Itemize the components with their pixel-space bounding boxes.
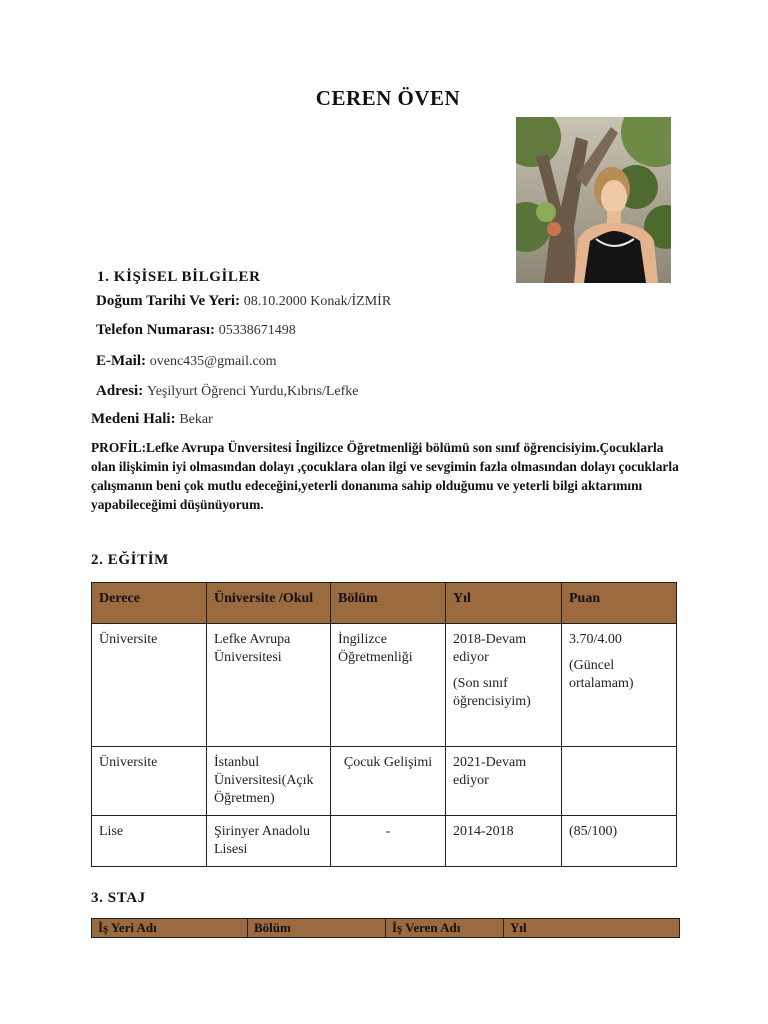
col-year-header: Yıl [446,583,562,624]
education-heading: 2. EĞİTİM [91,552,169,568]
col-year-header: Yıl [504,919,680,938]
table-row [92,747,677,816]
col-employer-header: İş Veren Adı [386,919,504,938]
cv-name: CEREN ÖVEN [315,86,461,110]
phone-value: 05338671498 [218,323,296,338]
education-table [91,582,677,867]
school-cell: Şirinyer Anadolu Lisesi [207,816,331,867]
profile-photo [516,117,671,283]
education-header-row [92,583,677,624]
birth-label: Doğum Tarihi Ve Yeri: [96,293,241,309]
year-note: (Son sınıf öğrencisiyim) [453,676,531,709]
score-cell [562,624,677,747]
year-cell: 2021-Devam ediyor [446,747,562,816]
internship-table [91,918,680,938]
year-text: 2018-Devam ediyor [453,632,527,665]
address-value: Yeşilyurt Öğrenci Yurdu,Kıbrıs/Lefke [146,384,359,399]
col-school-header: Üniversite /Okul [207,583,331,624]
email-row [96,353,277,370]
degree-cell: Lise [92,816,207,867]
marital-value: Bekar [179,412,213,427]
dept-cell: Çocuk Gelişimi [331,747,446,816]
score-cell: (85/100) [562,816,677,867]
dept-cell: - [331,816,446,867]
school-cell: Lefke Avrupa Üniversitesi [207,624,331,747]
email-label: E-Mail: [96,353,146,369]
internship-header-row [92,919,680,938]
personal-info-heading: 1. KİŞİSEL BİLGİLER [97,269,261,285]
marital-label: Medeni Hali: [91,411,176,427]
year-cell [446,624,562,747]
score-text: 3.70/4.00 [569,632,622,647]
col-dept-header: Bölüm [331,583,446,624]
internship-heading: 3. STAJ [91,890,146,906]
year-cell: 2014-2018 [446,816,562,867]
col-score-header: Puan [562,583,677,624]
birth-value: 08.10.2000 Konak/İZMİR [243,294,392,309]
col-workplace-header: İş Yeri Adı [92,919,248,938]
dept-cell: İngilizce Öğretmenliği [331,624,446,747]
marital-row [91,411,213,428]
profile-summary: PROFİL:Lefke Avrupa Ünversitesi İngilizce Öğretmenliği bölümü son sınıf öğrencisiyim.Çocuklarla olan ilişkimin iyi olmasından dolayı ,çocuklara olan ilgi ve sevgimin fazla olmasından dolayı çocuklarla çalışmanın beni çok mutlu edeceğini,yeterli donanıma sahip olduğumu ve yeterli bilgi aktarımını yapabileceğimi düşünüyorum. [91,440,679,512]
degree-cell: Üniversite [92,624,207,747]
phone-row [96,322,296,339]
birth-row [96,293,391,310]
col-dept-header: Bölüm [248,919,386,938]
degree-cell: Üniversite [92,747,207,816]
address-row [96,383,359,400]
profile-photo-image [516,117,671,283]
table-row [92,624,677,747]
email-value: ovenc435@gmail.com [149,354,277,369]
col-degree-header: Derece [92,583,207,624]
address-label: Adresi: [96,383,144,399]
table-row [92,816,677,867]
phone-label: Telefon Numarası: [96,322,216,338]
score-note: (Güncel ortalamam) [569,658,634,691]
school-cell: İstanbul Üniversitesi(Açık Öğretmen) [207,747,331,816]
score-cell [562,747,677,816]
